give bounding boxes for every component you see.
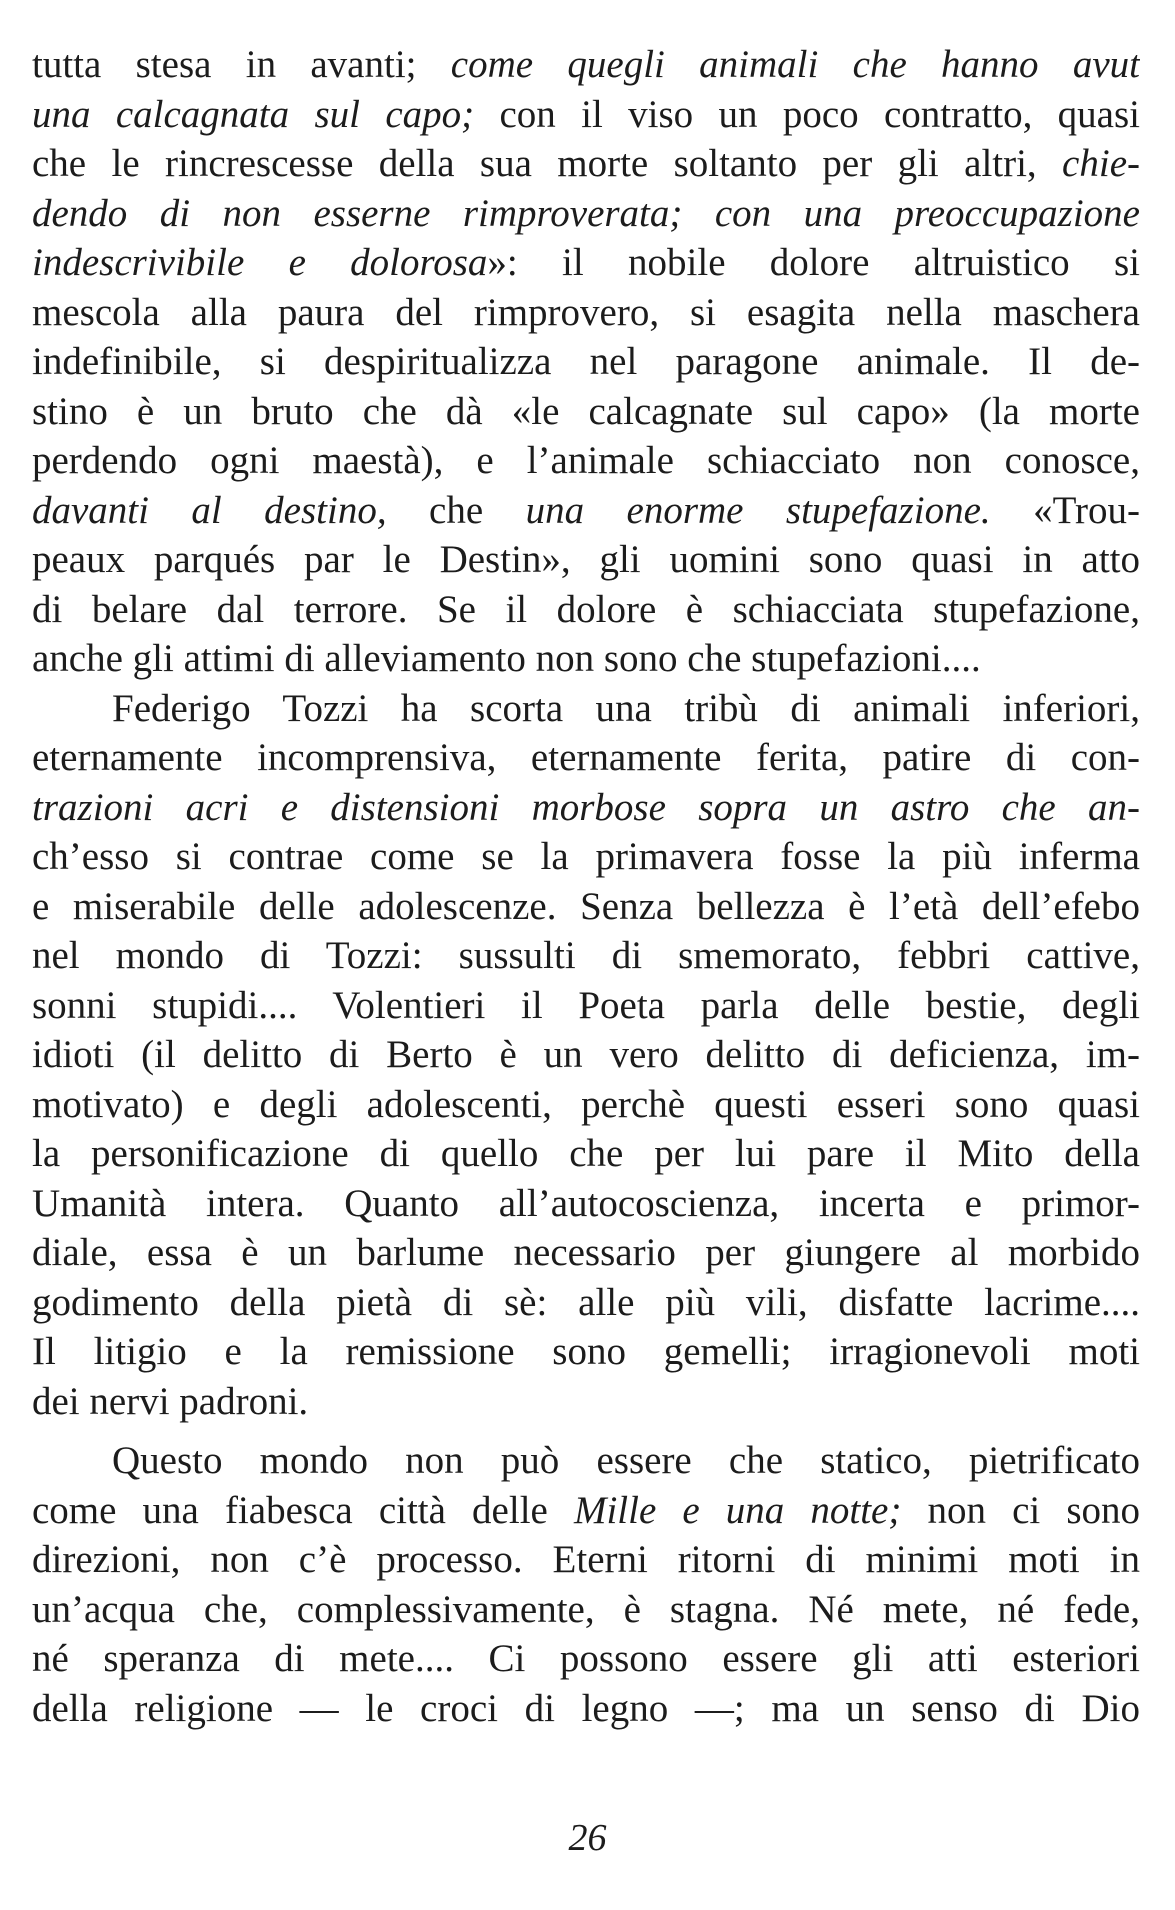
italic-text-run: come quegli animali che hanno avut <box>450 43 1140 86</box>
text-run: Federigo Tozzi ha scorta una tribù di animali inferiori, <box>112 686 1140 730</box>
text-line <box>32 1535 1140 1585</box>
text-line <box>32 634 1140 684</box>
text-line <box>32 882 1140 932</box>
italic-text-run: Mille e una notte; <box>573 1488 902 1532</box>
text-line <box>32 981 1140 1031</box>
text-run: «Trou- <box>990 488 1140 532</box>
text-line <box>32 585 1140 635</box>
text-run: diale, essa è un barlume necessario per giungere al morbido <box>32 1231 1140 1274</box>
text-line <box>32 1228 1140 1278</box>
text-line <box>32 1436 1140 1486</box>
text-run: anche gli attimi di alleviamento non sono che stupefazioni.... <box>32 637 981 680</box>
text-line <box>32 436 1140 486</box>
text-run: dei nervi padroni. <box>32 1379 309 1423</box>
text-line <box>32 931 1140 981</box>
text-line <box>32 486 1140 536</box>
text-run: stino è un bruto che dà «le calcagnate sul capo» (la morte <box>32 389 1140 433</box>
text-run: tutta stesa in avanti; <box>32 43 451 86</box>
italic-text-run: una enorme stupefazione. <box>525 488 991 532</box>
text-run: indefinibile, si despiritualizza nel paragone animale. Il de- <box>32 340 1140 383</box>
text-run: direzioni, non c’è processo. Eterni ritorni di minimi moti in <box>32 1538 1140 1581</box>
text-line <box>32 1684 1140 1734</box>
text-line <box>32 1486 1140 1536</box>
text-run: Il litigio e la remissione sono gemelli; irragionevoli moti <box>32 1330 1140 1373</box>
text-run: come una fiabesca città delle <box>32 1488 574 1532</box>
text-run: Umanità intera. Quanto all’autocoscienza, incerta e primor- <box>32 1181 1140 1225</box>
text-run: di belare dal terrore. Se il dolore è schiacciata stupefazione, <box>32 587 1140 631</box>
italic-text-run: indescrivibile e dolorosa <box>32 241 488 284</box>
text-line <box>32 90 1140 140</box>
text-run: nel mondo di Tozzi: sussulti di smemorato, febbri cattive, <box>32 934 1140 977</box>
text-run: non ci sono <box>901 1488 1140 1532</box>
text-line <box>32 783 1140 833</box>
page-number: 26 <box>568 1817 607 1859</box>
text-run: mescola alla paura del rimprovero, si esagita nella maschera <box>32 290 1140 334</box>
italic-text-run: dendo di non esserne rimproverata; con una preoccupazione <box>32 191 1140 235</box>
text-run: idioti (il delitto di Berto è un vero delitto di deficienza, im- <box>32 1033 1140 1076</box>
italic-text-run: trazioni acri e distensioni morbose sopra un astro che an- <box>32 785 1140 829</box>
text-run: che <box>386 488 526 532</box>
italic-text-run: chie- <box>1062 142 1140 185</box>
text-line <box>32 139 1140 189</box>
italic-text-run: davanti al destino, <box>32 488 387 532</box>
text-line <box>32 1080 1140 1130</box>
text-run: godimento della pietà di sè: alle più vili, disfatte lacrime.... <box>32 1280 1140 1324</box>
text-line <box>32 1129 1140 1179</box>
text-run: motivato) e degli adolescenti, perchè questi esseri sono quasi <box>32 1082 1140 1126</box>
text-run: Questo mondo non può essere che statico, pietrificato <box>112 1439 1140 1482</box>
text-line <box>32 40 1140 90</box>
text-line <box>32 387 1140 437</box>
text-run: con il viso un poco contratto, quasi <box>474 92 1140 136</box>
text-run: né speranza di mete.... Ci possono essere gli atti esteriori <box>32 1637 1140 1680</box>
text-line <box>32 288 1140 338</box>
page-body-text <box>32 40 1140 1733</box>
italic-text-run: una calcagnata sul capo; <box>32 92 475 136</box>
text-line <box>32 684 1140 734</box>
text-run: un’acqua che, complessivamente, è stagna. Né mete, né fede, <box>32 1587 1140 1631</box>
text-line <box>32 535 1140 585</box>
text-line <box>32 1030 1140 1080</box>
text-line <box>32 189 1140 239</box>
text-run: e miserabile delle adolescenze. Senza bellezza è l’età dell’efebo <box>32 884 1140 928</box>
text-run: la personificazione di quello che per lui pare il Mito della <box>32 1132 1140 1175</box>
text-run: che le rincrescesse della sua morte soltanto per gli altri, <box>32 142 1063 185</box>
text-line <box>32 238 1140 288</box>
text-run: della religione — le croci di legno —; ma un senso di Dio <box>32 1686 1140 1730</box>
text-run: sonni stupidi.... Volentieri il Poeta parla delle bestie, degli <box>32 983 1140 1027</box>
text-run: eternamente incomprensiva, eternamente ferita, patire di con- <box>32 736 1140 779</box>
text-run: perdendo ogni maestà), e l’animale schiacciato non conosce, <box>32 439 1140 482</box>
text-line <box>32 1377 1140 1427</box>
text-line <box>32 1179 1140 1229</box>
text-line <box>32 337 1140 387</box>
text-line <box>32 1278 1140 1328</box>
text-line <box>32 1634 1140 1684</box>
text-run: peaux parqués par le Destin», gli uomini sono quasi in atto <box>32 538 1140 581</box>
text-run: »: il nobile dolore altruistico si <box>487 241 1140 284</box>
text-line <box>32 733 1140 783</box>
text-run: ch’esso si contrae come se la primavera fosse la più inferma <box>32 835 1140 878</box>
text-line <box>32 1585 1140 1635</box>
text-line <box>32 832 1140 882</box>
text-line <box>32 1327 1140 1377</box>
